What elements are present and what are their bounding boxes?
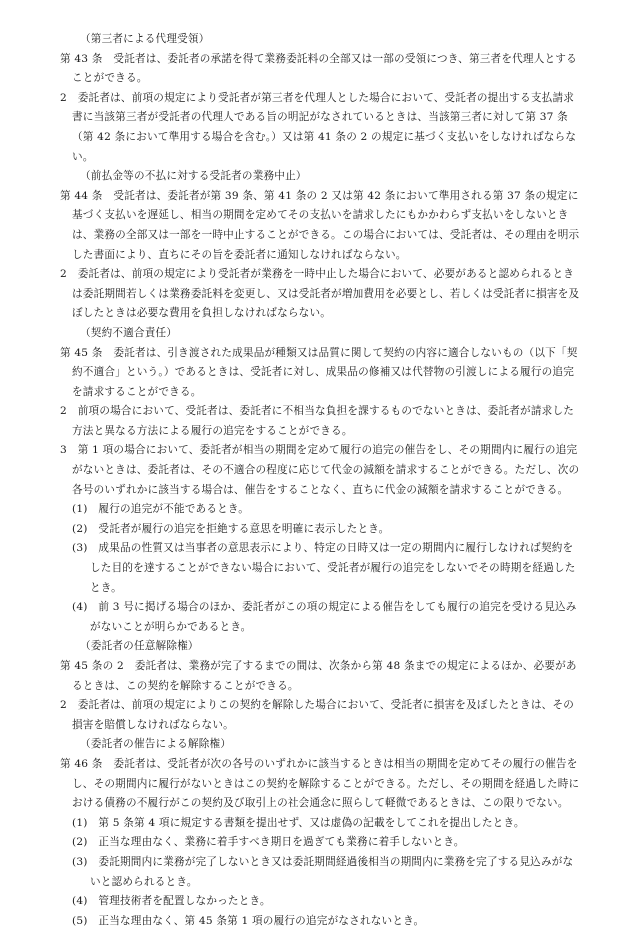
article-paragraph: 第 43 条 受託者は、委託者の承諾を得て業務委託料の全部又は一部の受領につき、第三者を代理人とすることができる。 [60, 52, 577, 85]
clause-paragraph: 2 委託者は、前項の規定によりこの契約を解除した場合において、受託者に損害を及ぼしたときは、その損害を賠償しなければならない。 [60, 699, 575, 731]
section-heading: （第三者による代理受領） [80, 33, 210, 45]
clause-paragraph: 2 委託者は、前項の規定により受託者が第三者を代理人とした場合において、受託者の提出する支払請求書に当該第三者が受託者の代理人である旨の明記がなされているときは、当該第三者に対して第 37 条（第 42 条において準用する場合を含む。）又は第 41 条の 2 の規定に基づく支払いをしなければならない。 [60, 91, 577, 163]
article-paragraph: 第 46 条 委託者は、受託者が次の各号のいずれかに該当するときは相当の期間を定めてその履行の催告をし、その期間内に履行がないときはこの契約を解除することができる。ただし、その期間を経過した時における債務の不履行がこの契約及び取引上の社会通念に照らして軽微であるときは、この限りでない。 [60, 757, 580, 810]
list-item: (4) 管理技術者を配置しなかったとき。 [72, 895, 271, 908]
list-item: (4) 前 3 号に掲げる場合のほか、委託者がこの項の規定による催告をしても履行の追完を受ける見込みがないことが明らかであるとき。 [72, 601, 577, 633]
list-item: (3) 成果品の性質又は当事者の意思表示により、特定の日時又は一定の期間内に履行しなければ契約をした目的を達することができない場合において、受託者が履行の追完をしないでその時期を経過したとき。 [72, 542, 576, 594]
article-paragraph: 第 45 条の 2 委託者は、業務が完了するまでの間は、次条から第 48 条までの規定によるほか、必要があるときは、この契約を解除することができる。 [60, 660, 577, 692]
article-paragraph: 第 45 条 委託者は、引き渡された成果品が種類又は品質に関して契約の内容に適合しないもの（以下「契約不適合」という。）であるときは、受託者に対し、成果品の修補又は代替物の引渡しによる履行の追完を請求することができる。 [60, 346, 578, 398]
section-heading: （委託者の任意解除権） [80, 640, 199, 653]
list-item: (2) 正当な理由なく、業務に着手すべき期日を過ぎても業務に着手しないとき。 [72, 836, 465, 849]
clause-paragraph: 2 前項の場合において、受託者は、委託者に不相当な負担を課するものでないときは、委託者が請求した方法と異なる方法による履行の追完をすることができる。 [60, 405, 575, 437]
clause-paragraph: 3 第 1 項の場合において、委託者が相当の期間を定めて履行の追完の催告をし、その期間内に履行の追完がないときは、委託者は、その不適合の程度に応じて代金の減額を請求することができる。ただし、次の各号のいずれかに該当する場合は、催告をすることなく、直ちに代金の減額を請求することができる。 [60, 444, 580, 496]
list-item: (1) 第 5 条第 4 項に規定する書類を提出せず、又は虚偽の記載をしてこれを提出したとき。 [72, 816, 525, 829]
list-item: (5) 正当な理由なく、第 45 条第 1 項の履行の追完がなされないとき。 [72, 914, 425, 927]
list-item: (1) 履行の追完が不能であるとき。 [72, 503, 250, 516]
section-heading: （契約不適合責任） [80, 326, 178, 339]
list-item: (3) 委託期間内に業務が完了しないとき又は委託期間経過後相当の期間内に業務を完了する見込みがないと認められるとき。 [72, 855, 574, 888]
clause-paragraph: 2 委託者は、前項の規定により受託者が業務を一時中止した場合において、必要があると認められるときは委託期間若しくは業務委託料を変更し、又は受託者が増加費用を必要とし、若しくは受託者に損害を及ぼしたときは必要な費用を負担しなければならない。 [60, 268, 580, 320]
list-item: (2) 受託者が履行の追完を拒絶する意思を明確に表示したとき。 [72, 522, 390, 535]
section-heading: （前払金等の不払に対する受託者の業務中止） [80, 170, 307, 183]
article-paragraph: 第 44 条 受託者は、委託者が第 39 条、第 41 条の 2 又は第 42 条において準用される第 37 条の規定に基づく支払いを遅延し、相当の期間を定めてその支払いを請求したにもかかわらず支払いをしないときは、業務の全部又は一部を一時中止することができる。この場合においては、受託者は、その理由を明示した書面により、直ちにその旨を委託者に通知しなければならない。 [60, 189, 580, 261]
section-heading: （委託者の催告による解除権） [80, 738, 232, 751]
